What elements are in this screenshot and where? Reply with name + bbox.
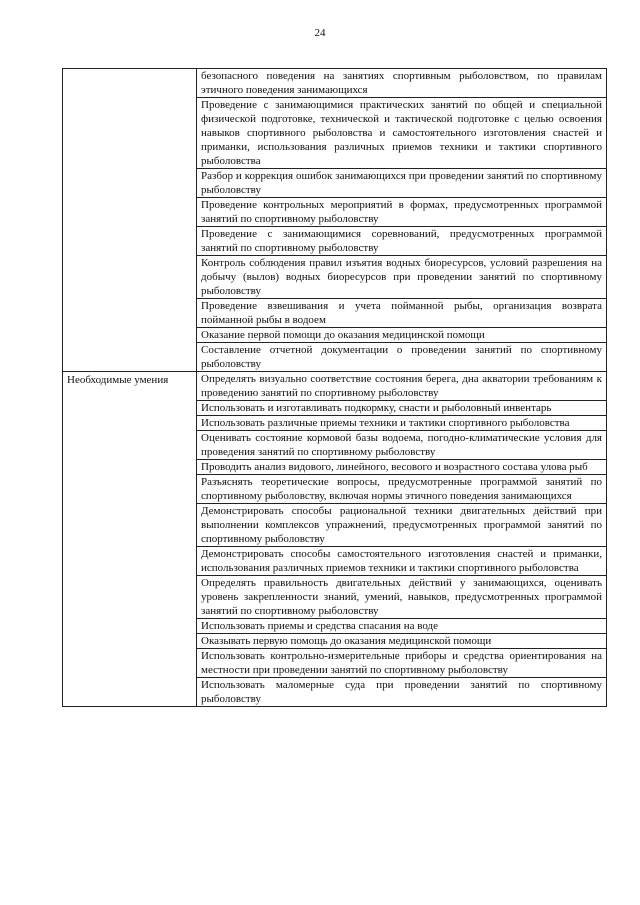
requirements-table — [62, 68, 607, 707]
table-row: безопасного поведения на занятиях спортивным рыболовством, по правилам этичного поведения занимающихся — [197, 69, 607, 98]
table-row: Проведение взвешивания и учета пойманной рыбы, организация возврата пойманной рыбы в водоем — [197, 299, 607, 328]
table-row: Проведение с занимающимися практических занятий по общей и специальной физической подготовке, технической и тактической подготовке с целью освоения навыков спортивного рыболовства и самостоятельного изготовления снастей и приманки, использования различных приемов техники и тактики спортивного рыболовства — [197, 98, 607, 169]
table-row: Демонстрировать способы рациональной техники двигательных действий при выполнении комплексов упражнений, предусмотренных программой занятий по спортивному рыболовству — [197, 504, 607, 547]
table-row: Определять правильность двигательных действий у занимающихся, оценивать уровень закрепленности знаний, умений, навыков, предусмотренных программой занятий по спортивному рыболовству — [197, 576, 607, 619]
table-row: Использовать различные приемы техники и тактики спортивного рыболовства — [197, 416, 607, 431]
table-section-skills — [63, 372, 607, 707]
table-row: Использовать приемы и средства спасания на воде — [197, 619, 607, 634]
table-row: Проведение контрольных мероприятий в формах, предусмотренных программой занятий по спортивному рыболовству — [197, 198, 607, 227]
table-row: Составление отчетной документации о проведении занятий по спортивному рыболовству — [197, 343, 607, 372]
table-row: Разъяснять теоретические вопросы, предусмотренные программой занятий по спортивному рыболовству, включая нормы этичного поведения занимающихся — [197, 475, 607, 504]
table-row: Проведение с занимающимися соревнований, предусмотренных программой занятий по спортивному рыболовству — [197, 227, 607, 256]
section-items — [197, 372, 607, 707]
table-row: Демонстрировать способы самостоятельного изготовления снастей и приманки, использования различных приемов техники и тактики спортивного рыболовства — [197, 547, 607, 576]
section-label: Необходимые умения — [63, 372, 197, 707]
table-row: Определять визуально соответствие состояния берега, дна акватории требованиям к проведению занятий по спортивному рыболовству — [197, 372, 607, 401]
table-row: Использовать контрольно-измерительные приборы и средства ориентирования на местности при проведении занятий по спортивному рыболовству — [197, 649, 607, 678]
table-row: Оказывать первую помощь до оказания медицинской помощи — [197, 634, 607, 649]
table-section-continuation — [63, 69, 607, 372]
table-row: Разбор и коррекция ошибок занимающихся при проведении занятий по спортивному рыболовству — [197, 169, 607, 198]
table-row: Оказание первой помощи до оказания медицинской помощи — [197, 328, 607, 343]
table-row: Использовать и изготавливать подкормку, снасти и рыболовный инвентарь — [197, 401, 607, 416]
section-label — [63, 69, 197, 372]
table-row: Контроль соблюдения правил изъятия водных биоресурсов, условий разрешения на добычу (вылов) водных биоресурсов при проведении занятий по спортивному рыболовству — [197, 256, 607, 299]
table-row: Проводить анализ видового, линейного, весового и возрастного состава улова рыб — [197, 460, 607, 475]
table-row: Оценивать состояние кормовой базы водоема, погодно-климатические условия для проведения занятий по спортивному рыболовству — [197, 431, 607, 460]
page-number: 24 — [314, 27, 326, 39]
section-items — [197, 69, 607, 372]
table-row: Использовать маломерные суда при проведении занятий по спортивному рыболовству — [197, 678, 607, 707]
